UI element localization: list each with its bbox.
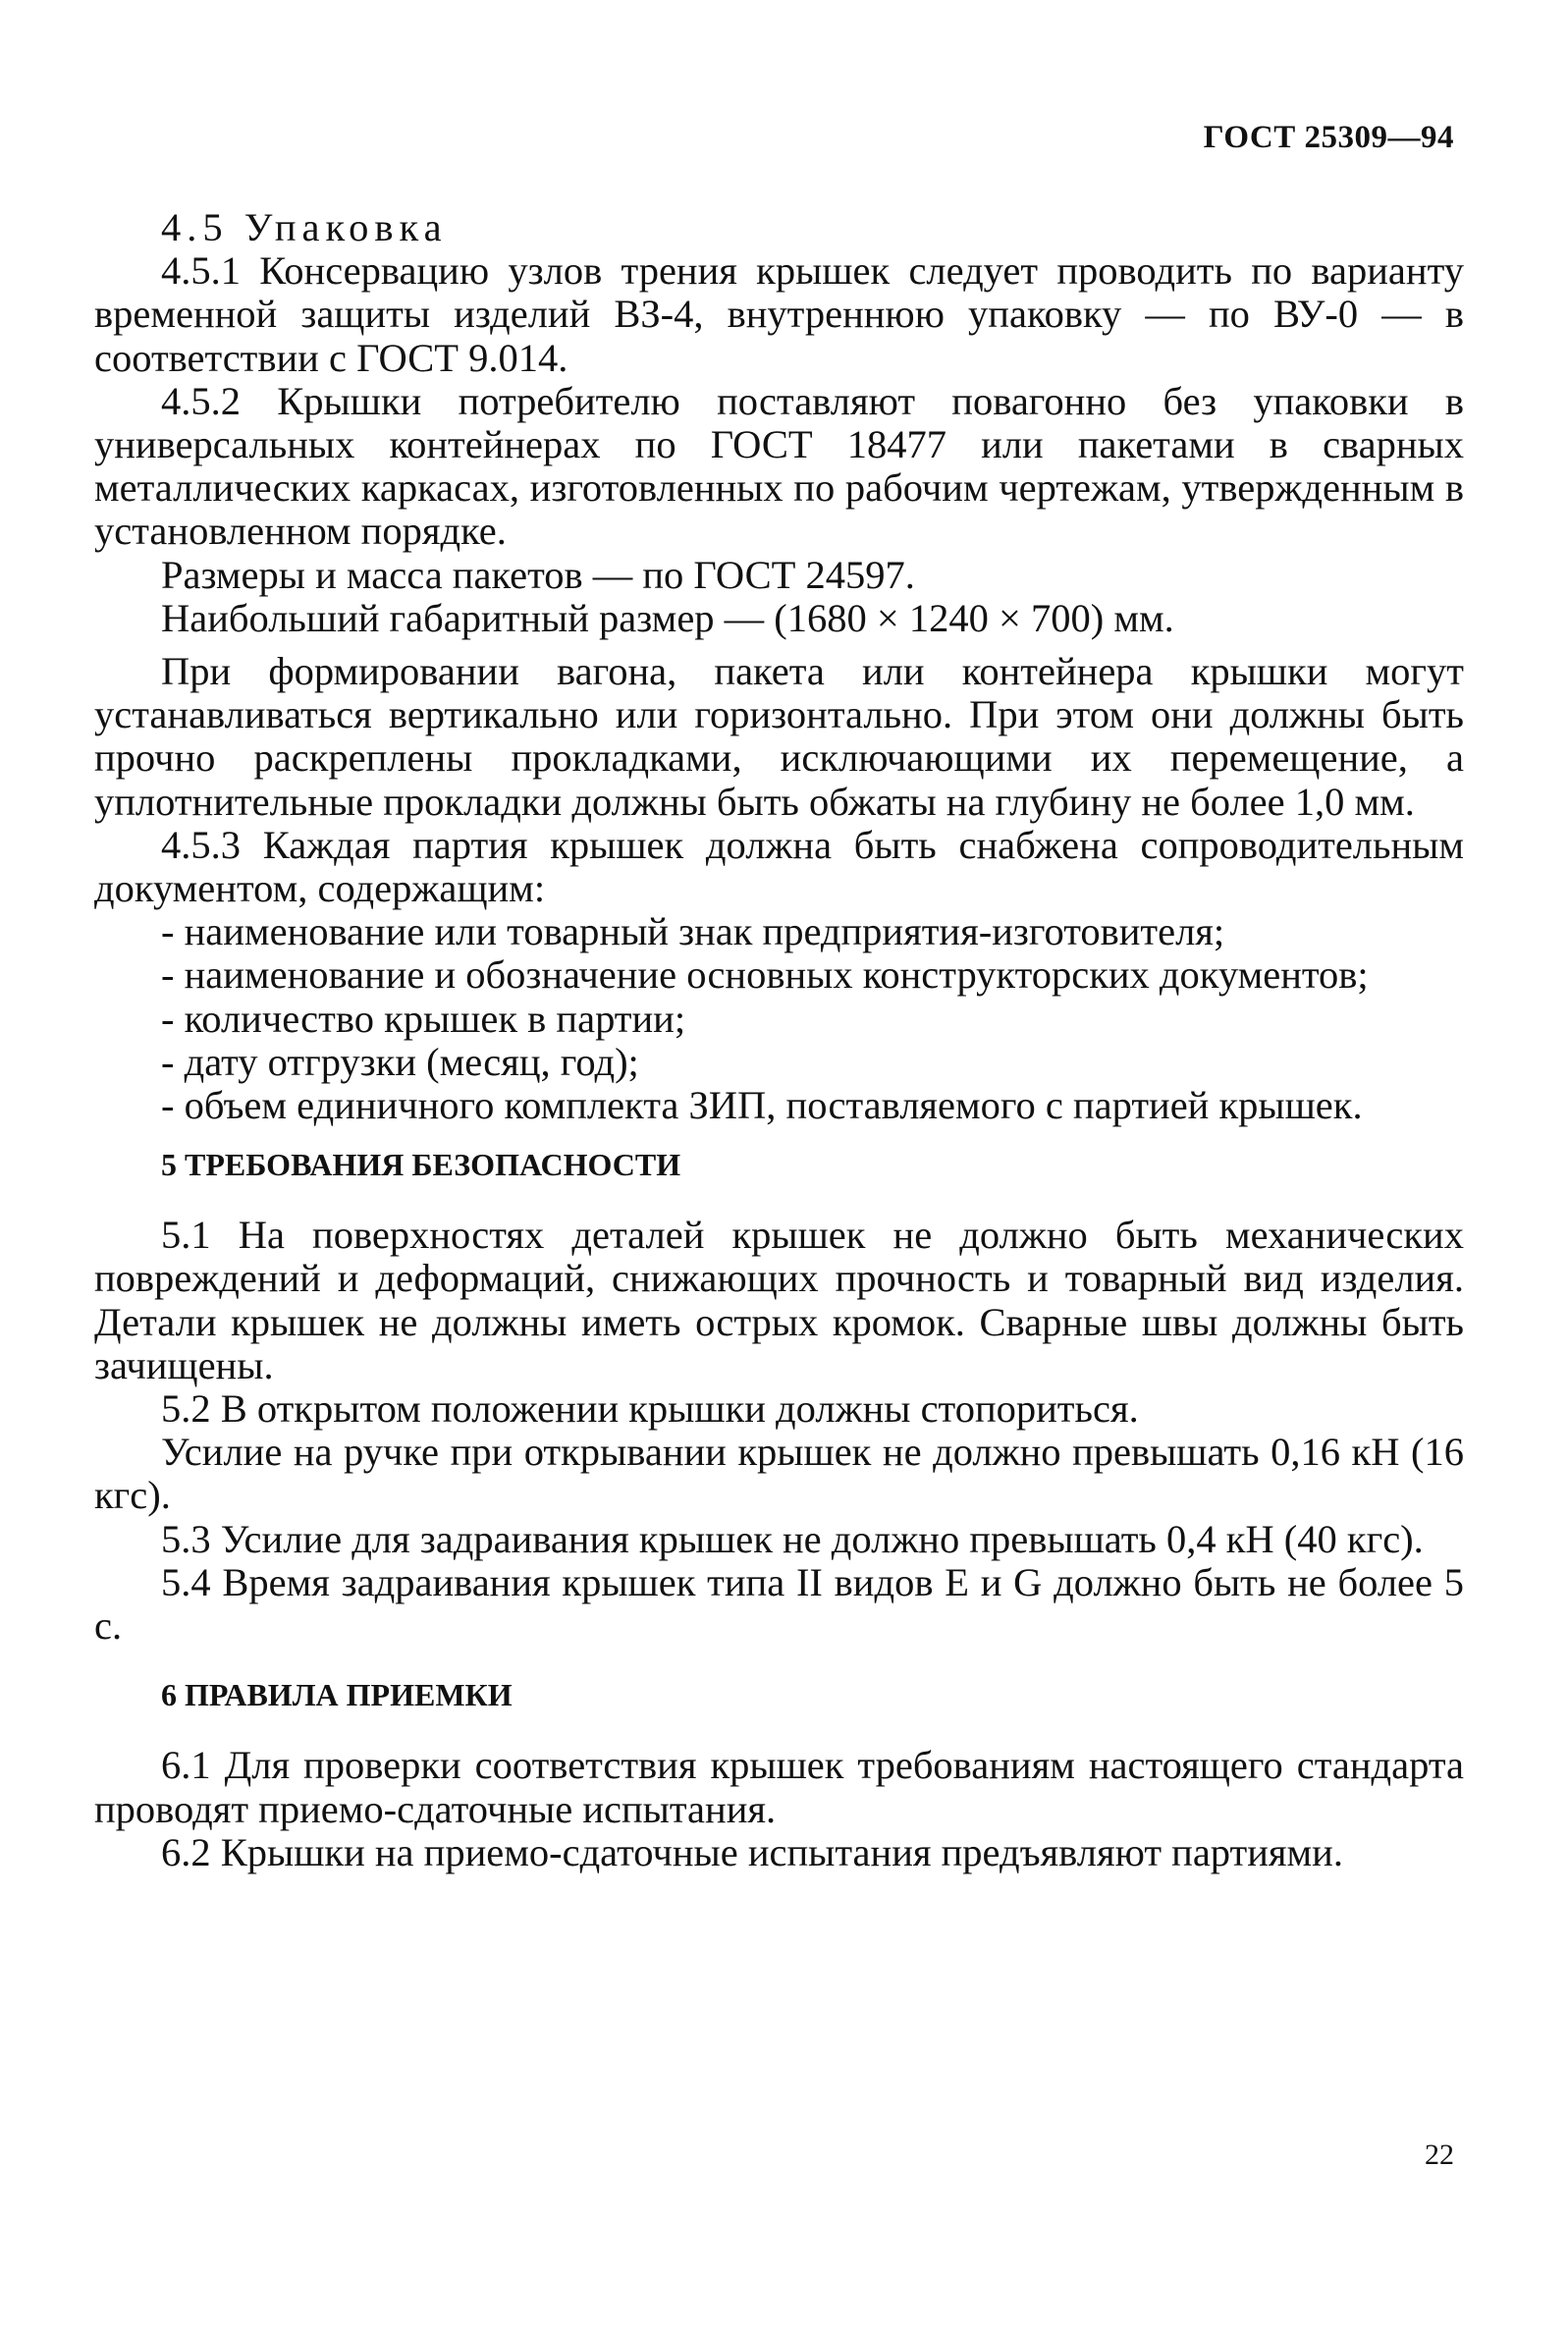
paragraph-handle-force: Усилие на ручке при открывании крышек не должно превышать 0,16 кН (16 кгс). — [94, 1430, 1464, 1518]
section-heading-safety: 5 ТРЕБОВАНИЯ БЕЗОПАСНОСТИ — [161, 1147, 681, 1183]
paragraph-5-1: 5.1 На поверхностях деталей крышек не должно быть механических повреждений и деформаций, снижающих прочность и товарный вид изделия. Детали крышек не должны иметь острых кромок. Сварные швы должны быть зачищены. — [94, 1213, 1464, 1387]
document-header-id: ГОСТ 25309—94 — [1203, 120, 1454, 155]
paragraph-max-dimension: Наибольший габаритный размер — (1680 × 1240 × 700) мм. — [161, 595, 1174, 640]
paragraph-4-5-3: 4.5.3 Каждая партия крышек должна быть снабжена сопроводительным документом, содержащим: — [94, 822, 1464, 911]
section-heading-acceptance: 6 ПРАВИЛА ПРИЕМКИ — [161, 1677, 513, 1713]
paragraph-4-5-2: 4.5.2 Крышки потребителю поставляют повагонно без упаковки в универсальных контейнерах по ГОСТ 18477 или пакетами в сварных металлических каркасах, изготовленных по рабочим чертежам, утвержденным в установленном порядке. — [94, 378, 1464, 554]
list-item-quantity: - количество крышек в партии; — [161, 996, 686, 1041]
paragraph-6-1: 6.1 Для проверки соответствия крышек требованиям настоящего стандарта проводят приемо-сдаточные испытания. — [94, 1743, 1464, 1831]
paragraph-wagon-forming: При формировании вагона, пакета или контейнера крышки могут устанавливаться вертикально или горизонтально. При этом они должны быть прочно раскреплены прокладками, исключающими их перемещение, а уплотнительные прокладки должны быть обжаты на глубину не более 1,0 мм. — [94, 649, 1464, 824]
list-item-manufacturer: - наименование или товарный знак предприятия-изготовителя; — [161, 909, 1225, 954]
paragraph-5-2: 5.2 В открытом положении крышки должны стопориться. — [161, 1386, 1139, 1432]
list-item-ship-date: - дату отгрузки (месяц, год); — [161, 1039, 639, 1084]
list-item-design-docs: - наименование и обозначение основных конструкторских документов; — [161, 952, 1369, 998]
paragraph-5-4: 5.4 Время задраивания крышек типа II видов Е и G должно быть не более 5 с. — [94, 1559, 1464, 1649]
paragraph-4-5-1: 4.5.1 Консервацию узлов трения крышек следует проводить по варианту временной защиты изделий ВЗ-4, внутреннюю упаковку — по ВУ-0 — в соответствии с ГОСТ 9.014. — [94, 248, 1464, 380]
list-item-spare-kit: - объем единичного комплекта ЗИП, поставляемого с партией крышек. — [161, 1083, 1363, 1128]
page-number: 22 — [1425, 2139, 1454, 2171]
subsection-title-packaging: 4.5 Упаковка — [161, 205, 448, 249]
paragraph-6-2: 6.2 Крышки на приемо-сдаточные испытания предъявляют партиями. — [161, 1829, 1343, 1874]
paragraph-package-size: Размеры и масса пакетов — по ГОСТ 24597. — [161, 552, 915, 597]
page-body — [94, 206, 1464, 1874]
paragraph-5-3: 5.3 Усилие для задраивания крышек не должно превышать 0,4 кН (40 кгс). — [161, 1516, 1424, 1561]
